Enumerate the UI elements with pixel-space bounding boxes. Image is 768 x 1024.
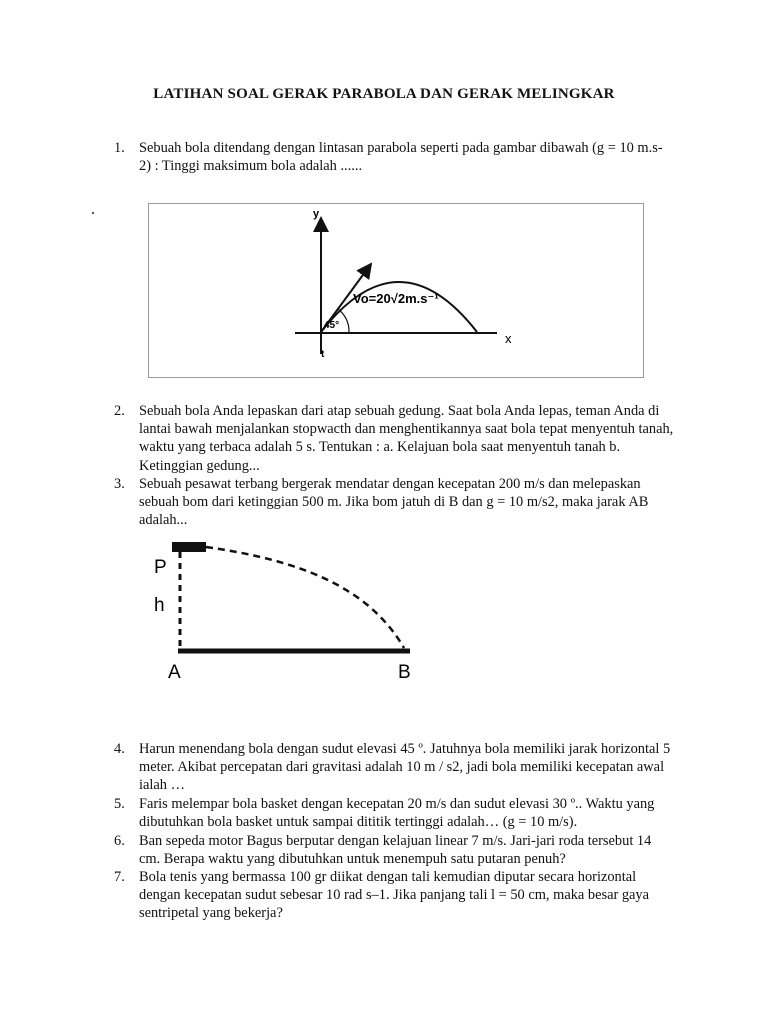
a-label: A xyxy=(168,662,181,683)
trajectory-curve xyxy=(321,282,477,332)
angle-label: 45° xyxy=(324,320,340,331)
question-1 xyxy=(114,139,674,175)
x-label: x xyxy=(505,331,512,346)
h-label: h xyxy=(154,595,165,616)
y-label: y xyxy=(313,208,320,220)
bomb-drop-figure xyxy=(148,536,428,688)
question-3 xyxy=(114,475,674,530)
bomb-path xyxy=(206,547,404,648)
plane-block xyxy=(172,542,206,552)
question-text: Bola tenis yang bermassa 100 gr diikat dengan tali kemudian diputar secara horizontal dengan kecepatan sudut sebesar 10 rad s–1. Jika panjang tali l = 50 cm, maka besar gaya sentripetal yang bekerja? xyxy=(139,869,650,922)
question-2 xyxy=(114,402,674,475)
question-text: Sebuah pesawat terbang bergerak mendatar dengan kecepatan 200 m/s dan melepaskan sebuah bom dari ketinggian 500 m. Jika bom jatuh di B dan g = 10 m/s2, maka jarak AB adalah... xyxy=(139,476,649,529)
question-7 xyxy=(114,868,674,923)
question-text: Sebuah bola Anda lepaskan dari atap sebuah gedung. Saat bola Anda lepas, teman Anda di lantai bawah menjalankan stopwacth dan menghentikannya saat bola tepat menyentuh tanah, waktu yang terbaca adalah 5 s. Tentukan : a. Kelajuan bola saat menyentuh tanah b. Ketinggian gedung... xyxy=(139,403,674,474)
question-text: Sebuah bola ditendang dengan lintasan parabola seperti pada gambar dibawah (g = 10 m.s-2) : Tinggi maksimum bola adalah ...... xyxy=(139,140,663,175)
question-number: 7. xyxy=(114,869,125,885)
question-number: 5. xyxy=(114,796,125,812)
bomb-drop-diagram xyxy=(148,536,428,688)
question-5 xyxy=(114,795,674,831)
question-number: 6. xyxy=(114,833,125,849)
question-number: 3. xyxy=(114,476,125,492)
question-4 xyxy=(114,740,674,795)
page-title: LATIHAN SOAL GERAK PARABOLA DAN GERAK MELINGKAR xyxy=(153,86,615,102)
question-text: Faris melempar bola basket dengan kecepatan 20 m/s dan sudut elevasi 30 º.. Waktu yang dibutuhkan bola basket untuk sampai dititik tertinggi adalah… (g = 10 m/s). xyxy=(139,796,655,831)
t-label: t xyxy=(321,349,325,360)
p-label: P xyxy=(154,557,167,578)
stray-dot xyxy=(92,212,94,214)
question-number: 2. xyxy=(114,403,125,419)
b-label: B xyxy=(398,662,411,683)
projectile-diagram xyxy=(149,204,645,379)
question-number: 1. xyxy=(114,140,125,156)
velocity-label: Vo=20√2m.s⁻¹ xyxy=(353,291,439,306)
question-6 xyxy=(114,832,674,868)
question-text: Harun menendang bola dengan sudut elevasi 45 º. Jatuhnya bola memiliki jarak horizontal 5 meter. Akibat percepatan dari gravitasi adalah 10 m / s2, jadi bola memiliki kecepatan awal ialah … xyxy=(139,741,671,794)
question-text: Ban sepeda motor Bagus berputar dengan kelajuan linear 7 m/s. Jari-jari roda tersebut 14 cm. Berapa waktu yang dibutuhkan untuk menempuh satu putaran penuh? xyxy=(139,833,652,868)
angle-arc xyxy=(338,309,349,332)
question-number: 4. xyxy=(114,741,125,757)
projectile-figure xyxy=(148,203,644,378)
